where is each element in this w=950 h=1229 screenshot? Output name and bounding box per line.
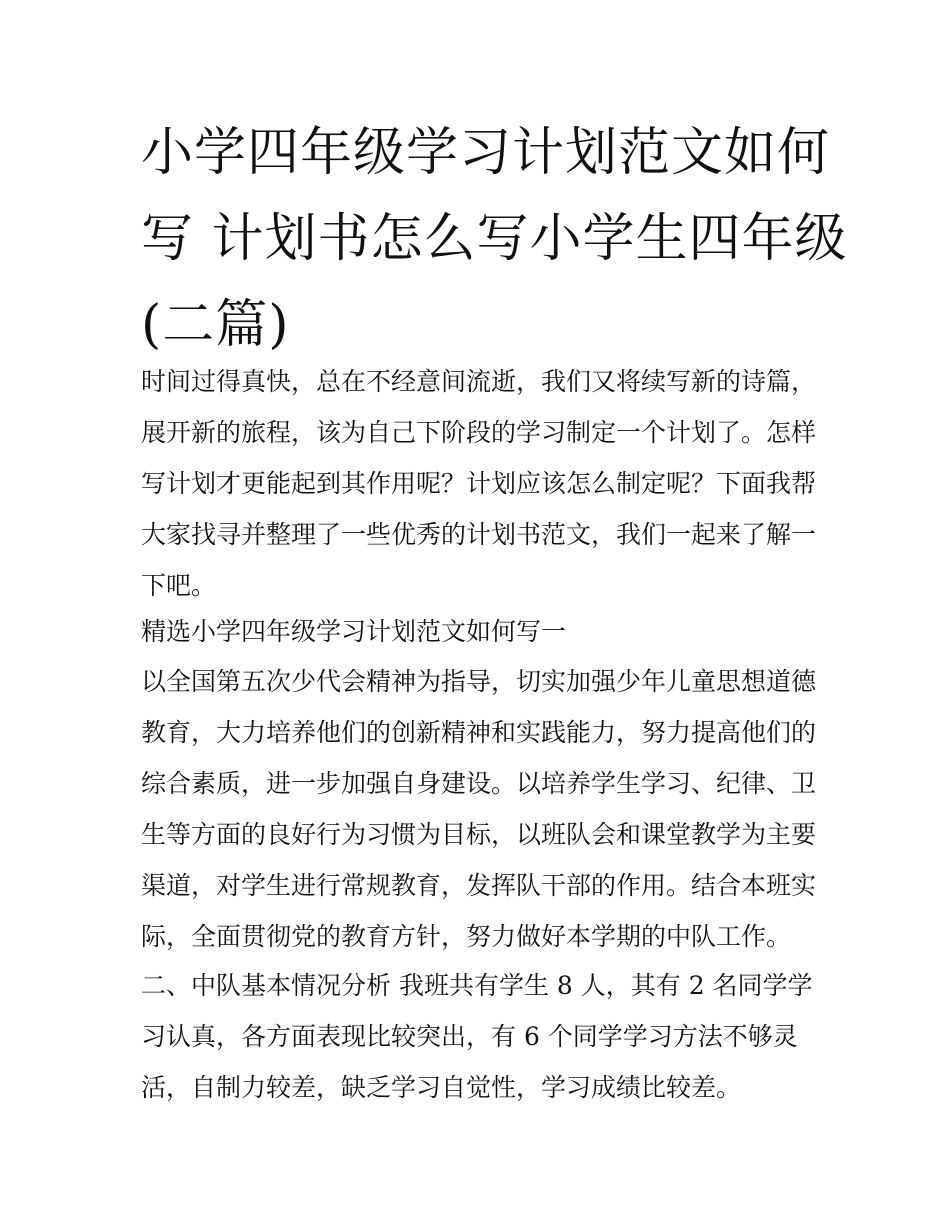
intro-line: 大家找寻并整理了一些优秀的计划书范文，我们一起来了解一 [141,520,817,549]
paragraph-line: 教育，大力培养他们的创新精神和实践能力，努力提高他们的 [141,718,817,747]
analysis-paragraph [141,960,821,1113]
section-heading [141,606,821,657]
document-title [141,110,848,368]
intro-line: 时间过得真快，总在不经意间流逝，我们又将续写新的诗篇， [141,367,817,396]
paragraph-line: 生等方面的良好行为习惯为目标，以班队会和课堂教学为主要 [141,820,817,849]
paragraph-line: 以全国第五次少代会精神为指导，切实加强少年儿童思想道德 [141,667,817,696]
intro-paragraph [141,356,821,611]
paragraph-line: 习认真，各方面表现比较突出，有 6 个同学学习方法不够灵 [141,1022,798,1051]
title-line: (二篇) [141,295,290,355]
title-line: 小学四年级学习计划范文如何 [141,123,831,183]
intro-line: 下吧。 [141,571,217,600]
section-heading-text: 精选小学四年级学习计划范文如何写一 [141,617,567,646]
paragraph-line: 综合素质，进一步加强自身建设。以培养学生学习、纪律、卫 [141,769,817,798]
paragraph-line: 活，自制力较差，缺乏学习自觉性，学习成绩比较差。 [141,1073,742,1102]
paragraph-line: 渠道，对学生进行常规教育，发挥队干部的作用。结合本班实 [141,871,817,900]
intro-line: 写计划才更能起到其作用呢？计划应该怎么制定呢？下面我帮 [141,469,817,498]
paragraph-line: 二、中队基本情况分析 我班共有学生 8 人，其有 2 名同学学 [141,971,813,1000]
title-line: 写 计划书怎么写小学生四年级 [141,209,848,269]
paragraph-line: 际，全面贯彻党的教育方针，努力做好本学期的中队工作。 [141,922,792,951]
guidance-paragraph [141,656,821,962]
intro-line: 展开新的旅程，该为自己下阶段的学习制定一个计划了。怎样 [141,418,817,447]
